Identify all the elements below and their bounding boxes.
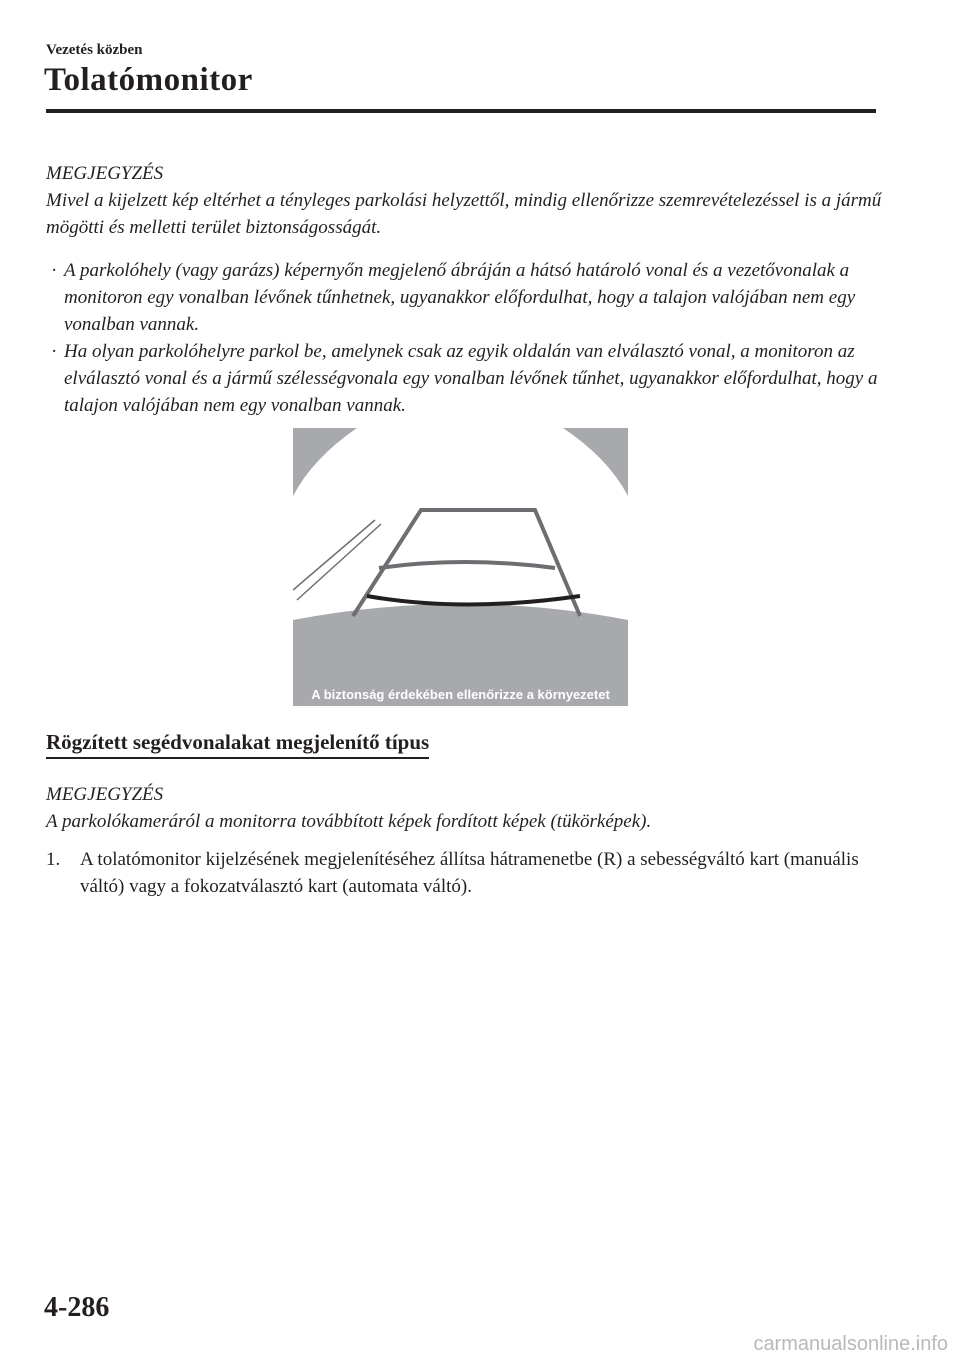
step-item <box>46 846 886 900</box>
page-title: Tolatómonitor <box>44 62 253 98</box>
note-block-2 <box>46 781 886 835</box>
note-heading: MEGJEGYZÉS <box>46 163 164 184</box>
page-number: 4-286 <box>44 1292 110 1323</box>
list-item-text: Ha olyan parkolóhelyre parkol be, amelynek csak az egyik oldalán van elválasztó vonal, a monitoron az elválasztó vonal és a jármű szélességvonala egy vonalban lévőnek tűnhet, ugyanakkor előfordulhat, hogy a talajon valójában nem egy vonalban vannak. <box>64 341 878 416</box>
note-bullet-list <box>46 257 886 419</box>
list-item <box>46 257 886 338</box>
note-text: Mivel a kijelzett kép eltérhet a tényleges parkolási helyzettől, mindig ellenőrizze szemrevételezéssel is a jármű mögötti és melletti terület biztonságosságát. <box>46 190 882 238</box>
caption-band <box>293 682 628 706</box>
title-rule <box>46 109 876 113</box>
section-label: Vezetés közben <box>46 42 143 58</box>
camera-view-figure <box>293 428 628 706</box>
bullet-icon: · <box>51 341 58 362</box>
list-item <box>46 338 886 419</box>
rear-camera-screen-illustration <box>293 428 628 706</box>
note-block <box>46 160 886 241</box>
note-heading: MEGJEGYZÉS <box>46 784 164 805</box>
step-text: A tolatómonitor kijelzésének megjelenítéséhez állítsa hátramenetbe (R) a sebességváltó kart (manuális váltó) vagy a fokozatválasztó kart (automata váltó). <box>80 849 859 897</box>
list-item-text: A parkolóhely (vagy garázs) képernyőn megjelenő ábráján a hátsó határoló vonal és a vezetővonalak a monitoron egy vonalban lévőnek tűnhetnek, ugyanakkor előfordulhat, hogy a talajon valójában nem egy vonalban vannak. <box>64 260 856 335</box>
note-text: A parkolókameráról a monitorra továbbított képek fordított képek (tükörképek). <box>46 811 652 832</box>
watermark: carmanualsonline.info <box>753 1333 948 1355</box>
bullet-icon: · <box>51 260 58 281</box>
subheading: Rögzített segédvonalakat megjelenítő típus <box>46 730 429 759</box>
figure-caption: A biztonság érdekében ellenőrizze a környezetet <box>311 686 610 702</box>
step-number: 1. <box>46 849 61 870</box>
